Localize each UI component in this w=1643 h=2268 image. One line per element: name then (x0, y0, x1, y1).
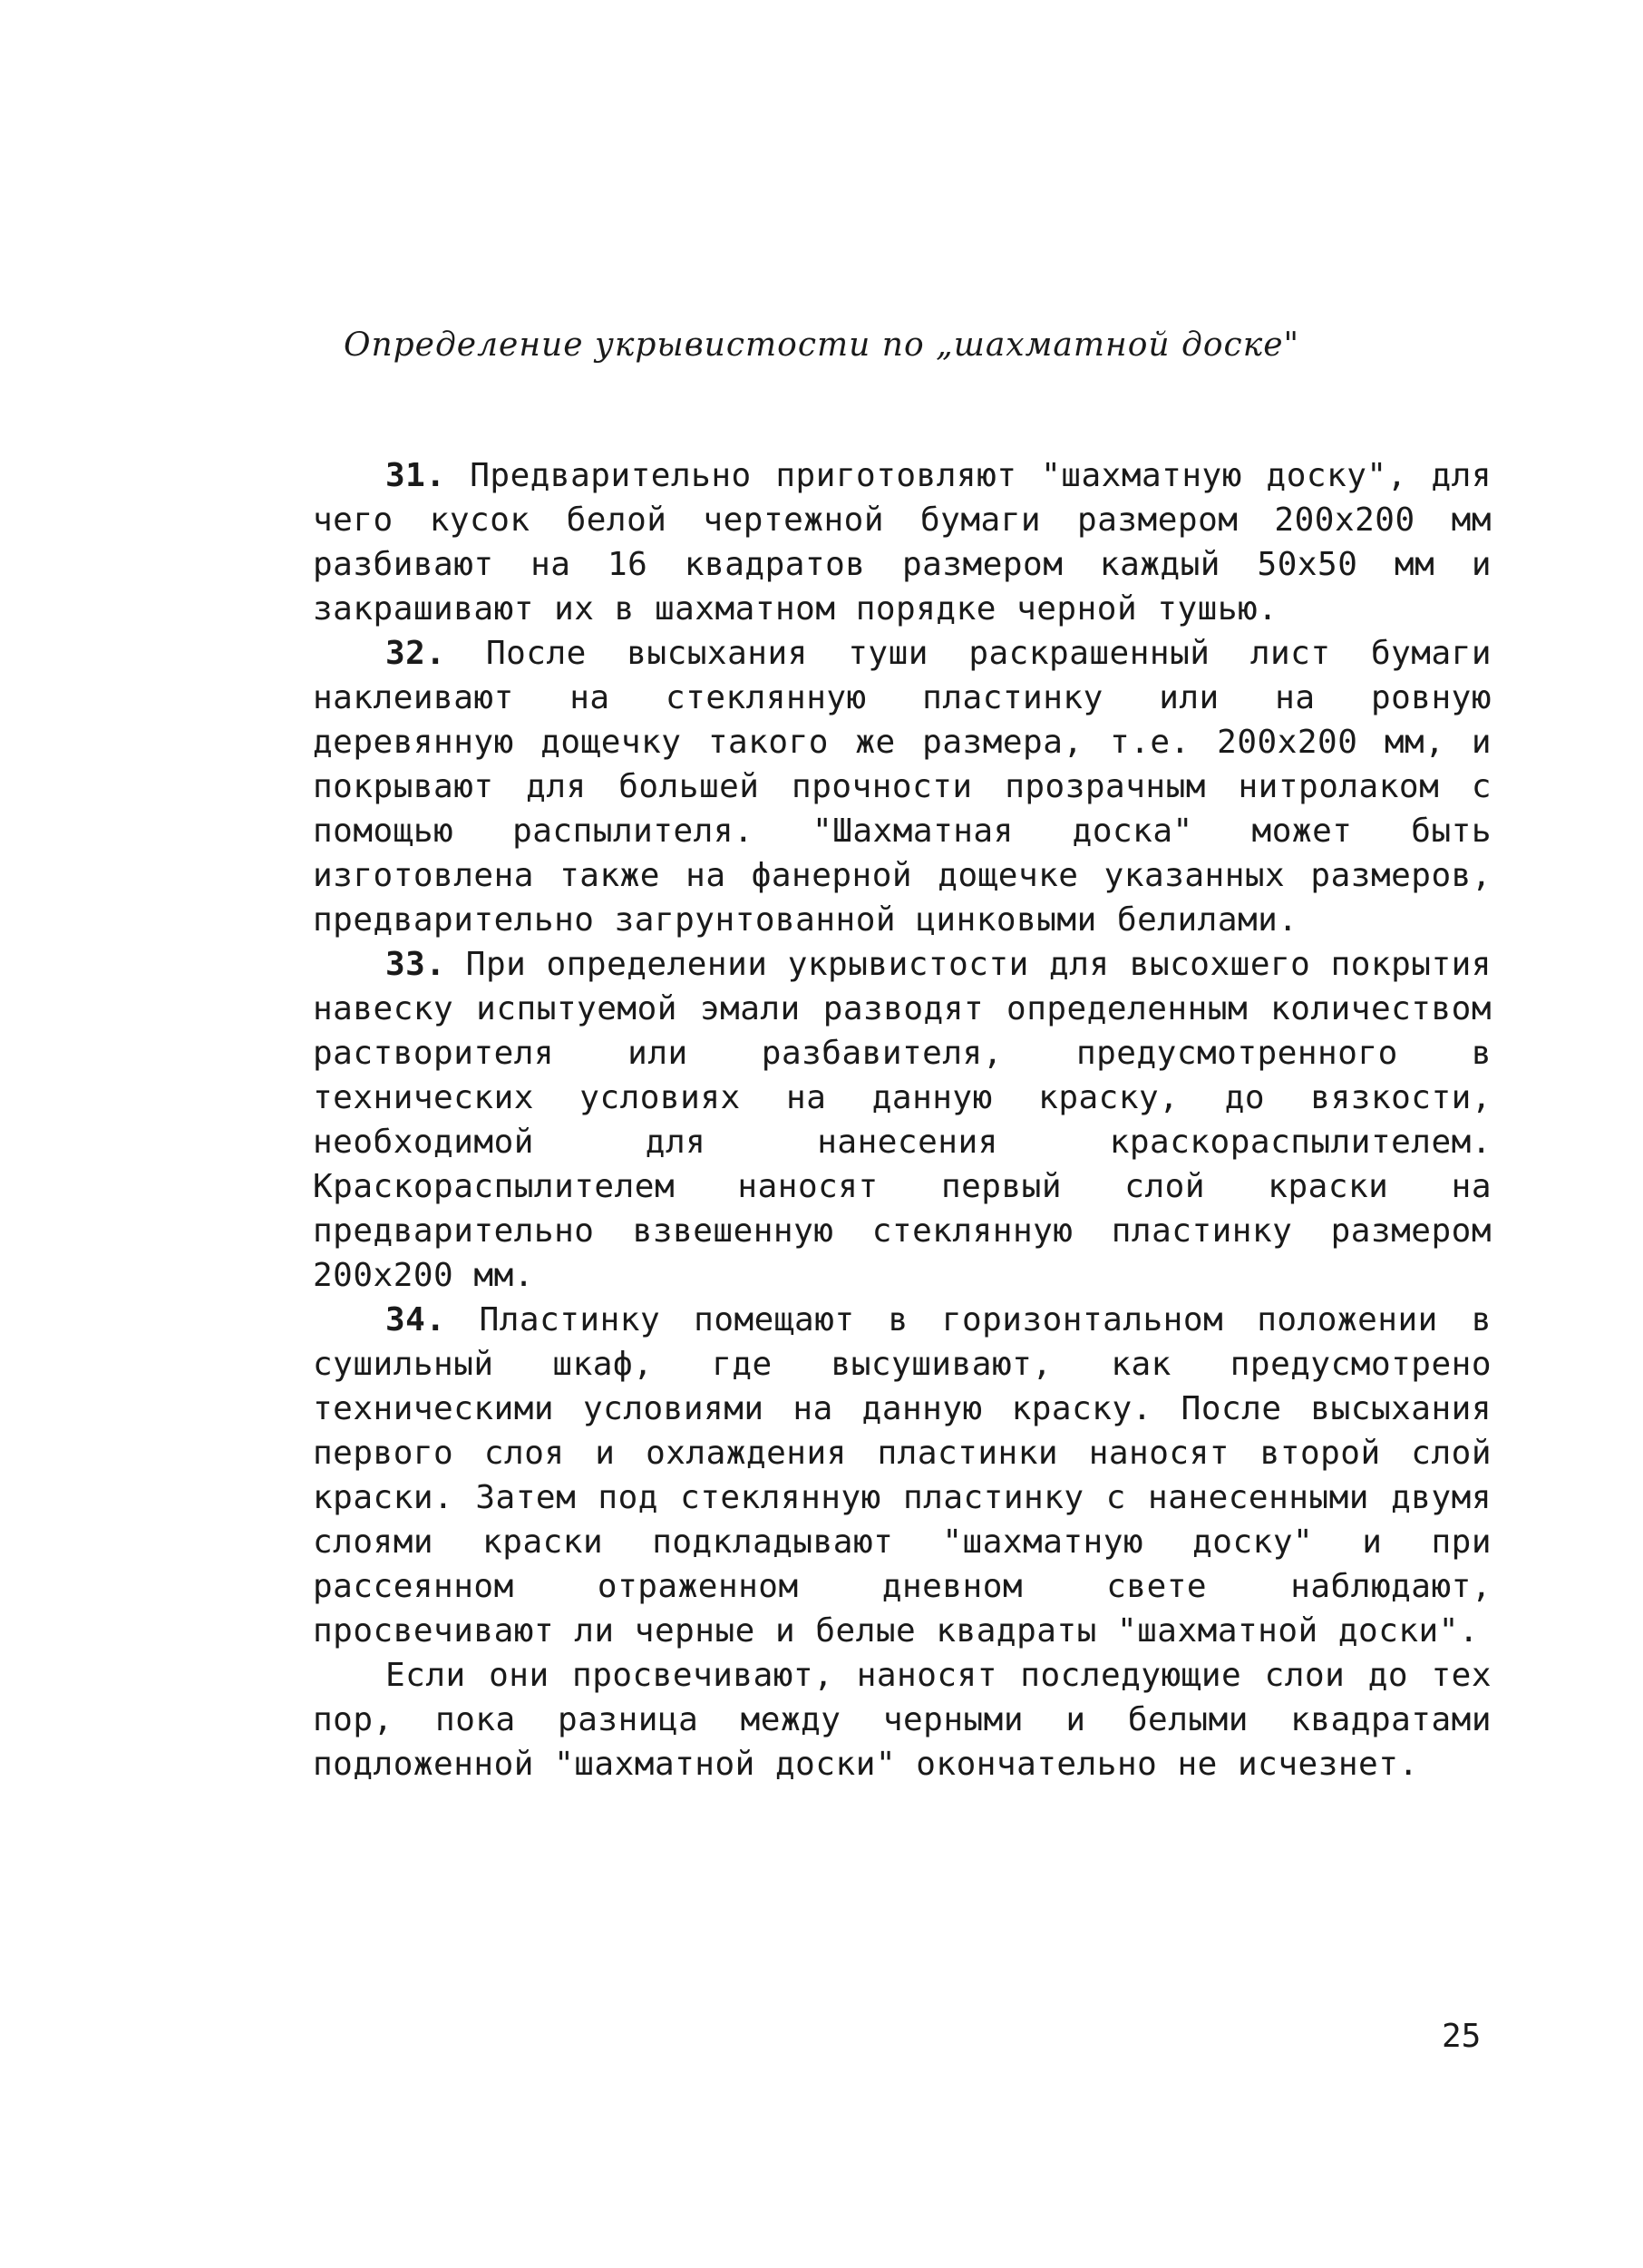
paragraph-32 (313, 631, 1492, 942)
paragraph-number: 34. (385, 1301, 446, 1338)
paragraph-number: 31. (385, 457, 446, 494)
paragraph-text: Если они просвечивают, наносят последующие слои до тех пор, пока разница между черными и белыми квадратами подложенной "шахматной доски" окончательно не исчезнет. (313, 1657, 1492, 1783)
paragraph-33 (313, 942, 1492, 1298)
paragraph-text: Пластинку помещают в горизонтальном положении в сушильный шкаф, где высушивают, как предусмотрено техническими условиями на данную краску. После высыхания первого слоя и охлаждения пластинки наносят второй слой краски. Затем под стеклянную пластинку с нанесенными двумя слоями краски подкладывают "шахматную доску" и при рассеянном отраженном дневном свете наблюдают, просвечивают ли черные и белые квадраты "шахматной доски". (313, 1301, 1492, 1650)
paragraph-conclusion (313, 1653, 1492, 1786)
paragraph-31 (313, 453, 1492, 631)
section-heading: Определение укрывистости по „шахматной доске" (343, 326, 1300, 364)
paragraph-number: 33. (385, 946, 446, 983)
paragraph-34 (313, 1298, 1492, 1653)
page-number: 25 (1442, 2018, 1482, 2055)
paragraph-text: После высыхания туши раскрашенный лист бумаги наклеивают на стеклянную пластинку или на ровную деревянную дощечку такого же размера, т.е. 200x200 мм, и покрывают для большей прочности прозрачным нитролаком с помощью распылителя. "Шахматная доска" может быть изготовлена также на фанерной дощечке указанных размеров, предварительно загрунтованной цинковыми белилами. (313, 635, 1492, 939)
paragraph-number: 32. (385, 635, 446, 672)
paragraph-text: При определении укрывистости для высохшего покрытия навеску испытуемой эмали разводят определенным количеством растворителя или разбавителя, предусмотренного в технических условиях на данную краску, до вязкости, необходимой для нанесения краскораспылителем. Краскораспылителем наносят первый слой краски на предварительно взвешенную стеклянную пластинку размером 200x200 мм. (313, 946, 1492, 1294)
paragraph-text: Предварительно приготовляют "шахматную доску", для чего кусок белой чертежной бумаги размером 200x200 мм разбивают на 16 квадратов размером каждый 50x50 мм и закрашивают их в шахматном порядке черной тушью. (313, 457, 1492, 628)
document-body (313, 453, 1492, 1786)
